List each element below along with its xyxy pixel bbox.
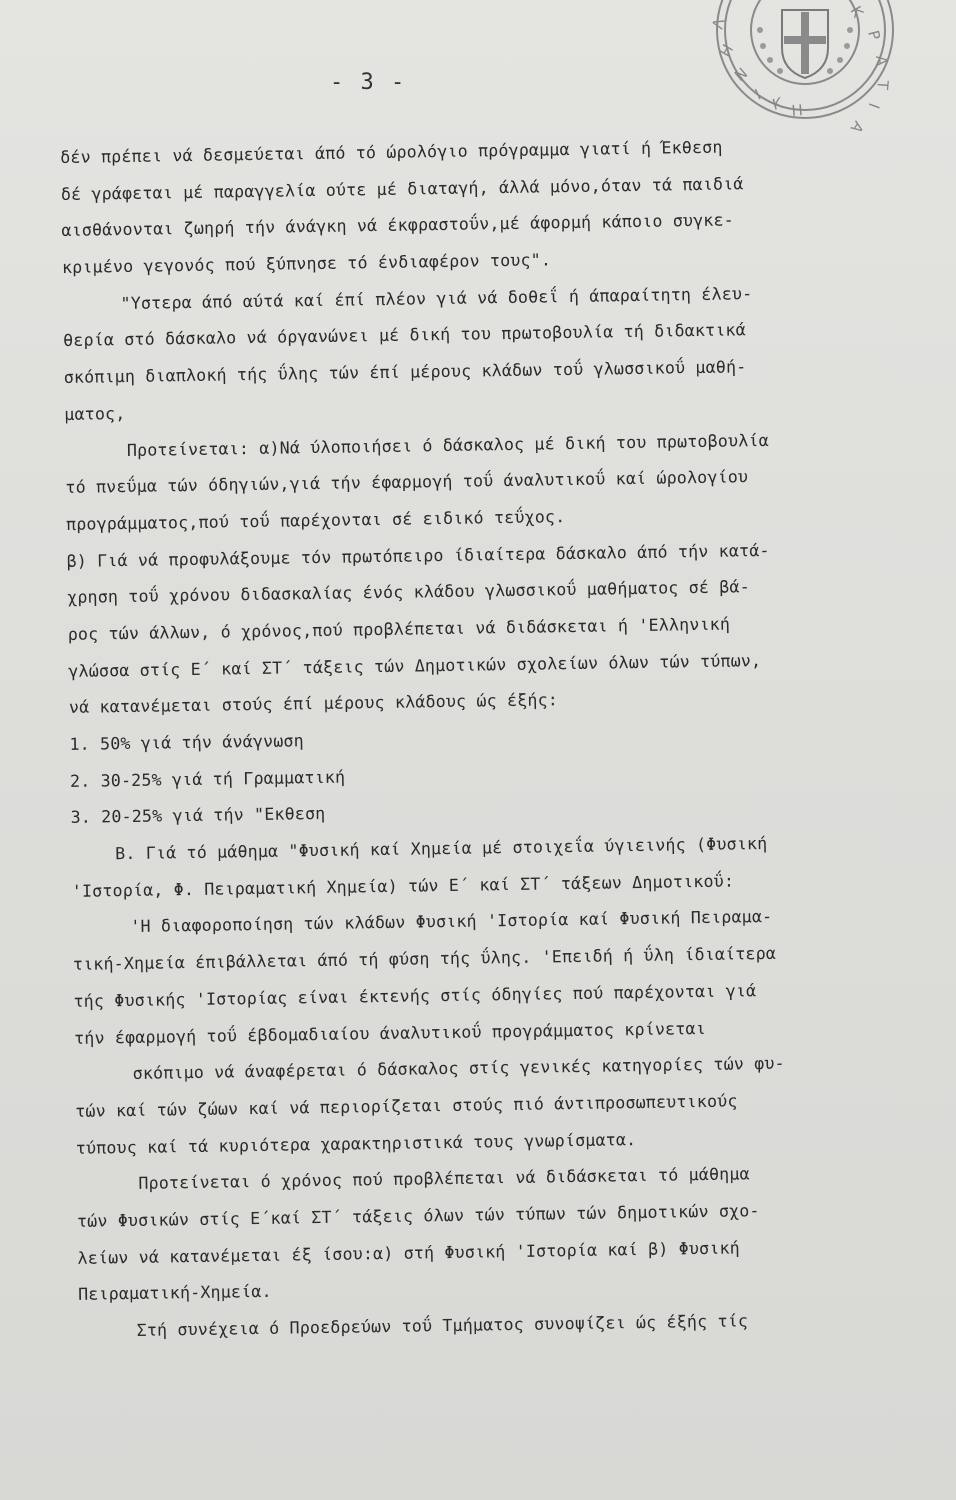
text-line: ρος τών άλλων, ό χρόνος,πού προβλέπεται νά διδάσκεται ή 'Ελληνική (67, 614, 731, 644)
svg-text:Λ: Λ (708, 16, 729, 32)
typewritten-text-body (60, 126, 956, 1350)
text-line: τών καί τών ζώων καί νά περιορίζεται στούς πιό άντιπροσωπευτικούς (75, 1091, 738, 1121)
text-line: λείων νά κατανέμεται έξ ίσου:α) στή Φυσική 'Ιστορία καί β) Φυσική (77, 1238, 741, 1268)
text-line: Στή συνέχεια ό Προεδρεύων τοΰ Τμήματος συνοψίζει ώς έξής τίς (136, 1311, 749, 1340)
page-number: - 3 - (330, 70, 407, 95)
text-line: τύπους καί τά κυριότερα χαρακτηριστικά τους γνωρίσματα. (75, 1129, 637, 1158)
list-item-line: 2. 30-25% γιά τή Γραμματική (69, 767, 346, 791)
text-line: Προτείνεται ό χρόνος πού προβλέπεται νά διδάσκεται τό μάθημα (138, 1164, 750, 1194)
svg-text:Α: Α (846, 117, 868, 137)
text-line: δέ γράφεται μέ παραγγελία ούτε μέ διαταγή, άλλά μόνο,όταν τά παιδιά (60, 173, 744, 204)
list-item-line: 1. 50% γιά τήν άνάγνωση (69, 731, 305, 754)
text-line: νά κατανέμεται στούς έπί μέρους κλάδους ώς έξής: (68, 690, 559, 718)
text-line: τής Φυσικής 'Ιστορίας είναι έκτενής στίς όδηγίες πού παρέχονται γιά (73, 980, 757, 1011)
text-line: τών Φυσικών στίς Ε΄καί ΣΤ΄ τάξεις όλων τών τύπων τών δημοτικών σχο- (76, 1201, 760, 1231)
svg-text:Κ: Κ (770, 93, 785, 114)
section-heading-line: Β. Γιά τό μάθημα "Φυσική καί Χημεία μέ στοιχεΐα ύγιεινής (Φυσική (115, 834, 768, 864)
text-line: χρηση τοΰ χρόνου διδασκαλίας ένός κλάδου γλωσσικοΰ μαθήματος σέ βά- (67, 577, 751, 608)
text-line: δέν πρέπει νά δεσμεύεται άπό τό ώρολόγιο πρόγραμμα γιατί ή Έκθεση (60, 137, 723, 167)
text-line: Πειραματική-Χημεία. (77, 1282, 272, 1305)
text-line: προγράμματος,πού τοΰ παρέχονται σέ ειδικό τεΰχος. (65, 506, 566, 534)
text-line: ματος, (64, 403, 126, 424)
svg-text:Η: Η (715, 41, 738, 60)
text-line: "Υστερα άπό αύτά καί έπί πλέον γιά νά δοθεΐ ή άπαραίτητη έλευ- (120, 283, 753, 313)
text-line: θερία στό δάσκαλο νά όργανώνει μέ δική του πρωτοβουλία τή διδακτικά (63, 320, 746, 351)
text-line: τική-Χημεία έπιβάλλεται άπό τή φύση τής ΰλης. 'Επειδή ή ΰλη ίδιαίτερα (72, 943, 777, 975)
svg-text:Τ: Τ (873, 79, 892, 91)
svg-text:Ι: Ι (752, 85, 764, 104)
svg-text:Η: Η (790, 101, 804, 120)
svg-text:Α: Α (872, 54, 891, 67)
text-line: σκόπιμη διαπλοκή τής ΰλης τών έπί μέρους κλάδων τοΰ γλωσσικοΰ μαθή- (63, 357, 747, 388)
svg-text:Ι: Ι (864, 100, 884, 111)
svg-text:Ρ: Ρ (864, 28, 884, 42)
text-line: β) Γιά νά προφυλάξουμε τόν πρωτόπειρο ίδιαίτερα δάσκαλο άπό τήν κατά- (66, 540, 770, 571)
text-line: 'Ιστορία, Φ. Πειραματική Χημεία) τών Ε΄ καί ΣΤ΄ τάξεων Δημοτικοΰ: (71, 871, 735, 901)
text-line: σκόπιμο νά άναφέρεται ό δάσκαλος στίς γενικές κατηγορίες τών φυ- (132, 1053, 785, 1084)
text-line: 'Η διαφοροποίηση τών κλάδων Φυσική 'Ιστορία καί Φυσική Πειραμα- (130, 907, 773, 937)
text-line: Προτείνεται: α)Νά ύλοποιήσει ό δάσκαλος μέ δική του πρωτοβουλία (126, 430, 769, 460)
text-line: αισθάνονται ζωηρή τήν άνάγκη νά έκφραστοΰν,μέ άφορμή κάποιο συγκε- (61, 210, 735, 241)
text-line: κριμένο γεγονός πού ξύπνησε τό ένδιαφέρον τους". (61, 250, 552, 278)
text-line: τήν έφαρμογή τοΰ έβδομαδιαίου άναλυτικοΰ προγράμματος κρίνεται (73, 1018, 706, 1048)
svg-text:Κ: Κ (846, 3, 868, 21)
list-item-line: 3. 20-25% γιά τήν "Εκθεση (70, 804, 326, 828)
text-line: τό πνεΰμα τών όδηγιών,γιά τήν έφαρμογή τοΰ άναλυτικοΰ καί ώρολογίου (65, 467, 749, 498)
text-line: γλώσσα στίς Ε΄ καί ΣΤ΄ τάξεις τών Δημοτικών σχολείων όλων τών τύπων, (68, 650, 762, 681)
svg-text:Ν: Ν (731, 64, 752, 86)
